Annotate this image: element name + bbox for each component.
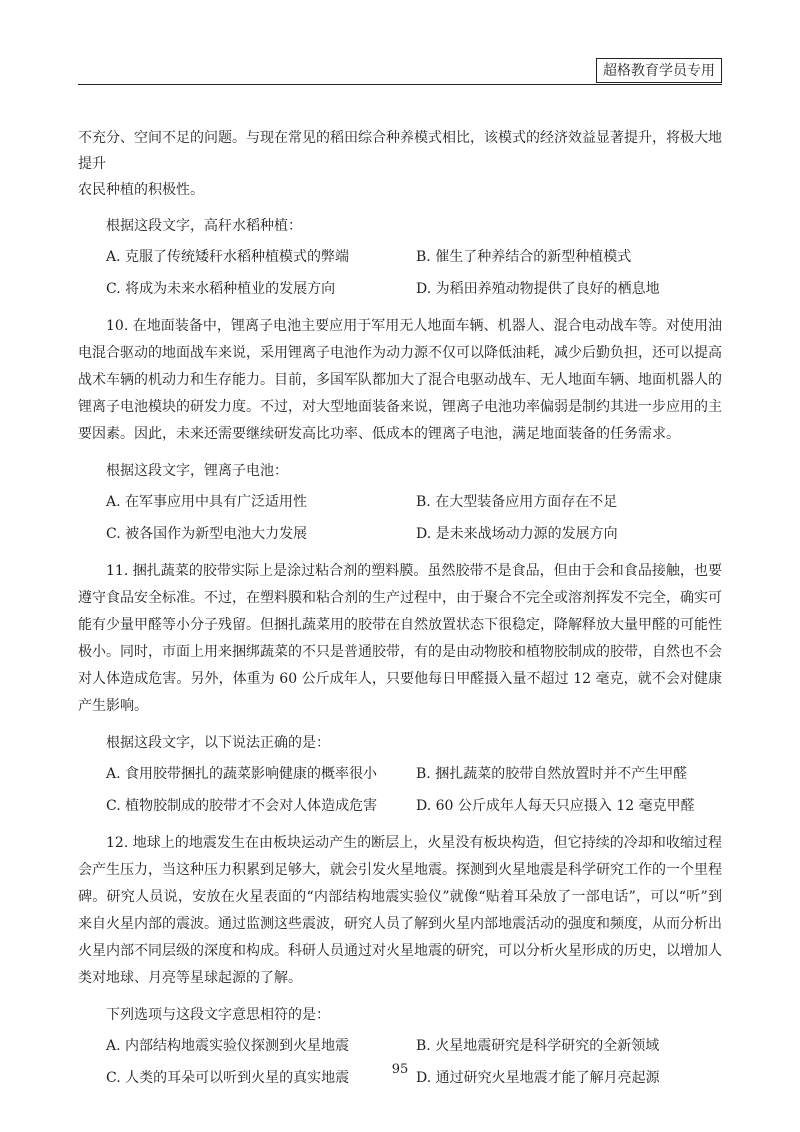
intro-continuation-line1: 不充分、空间不足的问题。与现在常见的稻田综合种养模式相比，该模式的经济效益显著提升，将极大地提升: [78, 130, 722, 172]
document-body: [78, 125, 722, 1102]
q10-paragraph: 10. 在地面装备中，锂离子电池主要应用于军用无人地面车辆、机器人、混合电动战车等。对使用油电混合驱动的地面战车来说，采用锂离子电池作为动力源不仅可以降低油耗，减少后勤负担，还可以提高战术车辆的机动力和生存能力。目前，多国军队都加大了混合电驱动战车、无人地面车辆、地面机器人的锂离子电池模块的研发力度。不过，对大型地面装备来说，锂离子电池功率偏弱是制约其进一步应用的主要因素。因此，未来还需要继续研发高比功率、低成本的锂离子电池，满足地面装备的任务需求。: [78, 318, 722, 442]
option-c: C. 植物胶制成的胶带才不会对人体造成危害: [106, 798, 378, 814]
header-rule: [78, 84, 722, 85]
q11-question-stem: 根据这段文字，以下说法正确的是：: [106, 735, 330, 751]
header-badge: 超格教育学员专用: [596, 58, 722, 83]
option-c: C. 将成为未来水稻种植业的发展方向: [106, 281, 336, 297]
option-b: B. 催生了种养结合的新型种植模式: [416, 249, 632, 265]
q10-options: [106, 490, 722, 546]
q10-question-stem: 根据这段文字，锂离子电池：: [106, 463, 288, 479]
option-a: A. 食用胶带捆扎的蔬菜影响健康的概率很小: [106, 766, 378, 782]
intro-options: [106, 245, 722, 301]
option-c: C. 被各国作为新型电池大力发展: [106, 526, 308, 542]
option-d: D. 是未来战场动力源的发展方向: [416, 526, 618, 542]
option-d: D. 通过研究火星地震才能了解月亮起源: [416, 1070, 660, 1086]
option-d: D. 60 公斤成年人每天只应摄入 12 毫克甲醛: [416, 798, 695, 814]
option-d: D. 为稻田养殖动物提供了良好的栖息地: [416, 281, 660, 297]
q11-paragraph: 11. 捆扎蔬菜的胶带实际上是涂过粘合剂的塑料膜。虽然胶带不是食品，但由于会和食品接触，也要遵守食品安全标准。不过，在塑料膜和粘合剂的生产过程中，由于聚合不完全或溶剂挥发不完全，确实可能有少量甲醛等小分子残留。但捆扎蔬菜用的胶带在自然放置状态下很稳定，降解释放大量甲醛的可能性极小。同时，市面上用来捆绑蔬菜的不只是普通胶带，有的是由动物胶和植物胶制成的胶带，自然也不会对人体造成危害。另外，体重为 60 公斤成年人，只要他每日甲醛摄入量不超过 12 毫克，就不会对健康产生影响。: [78, 563, 722, 714]
intro-continuation-line2: 农民种植的积极性。: [78, 182, 204, 198]
q11-options: [106, 762, 722, 818]
option-c: C. 人类的耳朵可以听到火星的真实地震: [106, 1070, 350, 1086]
option-b: B. 火星地震研究是科学研究的全新领域: [416, 1038, 660, 1054]
option-a: A. 克服了传统矮秆水稻种植模式的弊端: [106, 249, 350, 265]
page-number: 95: [391, 1062, 409, 1077]
q12-paragraph: 12. 地球上的地震发生在由板块运动产生的断层上，火星没有板块构造，但它持续的冷却和收缩过程会产生压力，当这种压力积累到足够大，就会引发火星地震。探测到火星地震是科学研究工作的一个里程碑。研究人员说，安放在火星表面的“内部结构地震实验仪”就像“贴着耳朵放了一部电话”，可以“听”到来自火星内部的震波。通过监测这些震波，研究人员了解到火星内部地震活动的强度和频度，从而分析出火星内部不同层级的深度和构成。科研人员通过对火星地震的研究，可以分析火星形成的历史，以增加人类对地球、月亮等星球起源的了解。: [78, 835, 722, 986]
intro-question-stem: 根据这段文字，高秆水稻种植：: [106, 218, 302, 234]
q12-question-stem: 下列选项与这段文字意思相符的是：: [106, 1007, 330, 1023]
option-a: A. 在军事应用中具有广泛适用性: [106, 494, 308, 510]
option-a: A. 内部结构地震实验仪探测到火星地震: [106, 1038, 350, 1054]
option-b: B. 捆扎蔬菜的胶带自然放置时并不产生甲醛: [416, 766, 688, 782]
option-b: B. 在大型装备应用方面存在不足: [416, 494, 618, 510]
